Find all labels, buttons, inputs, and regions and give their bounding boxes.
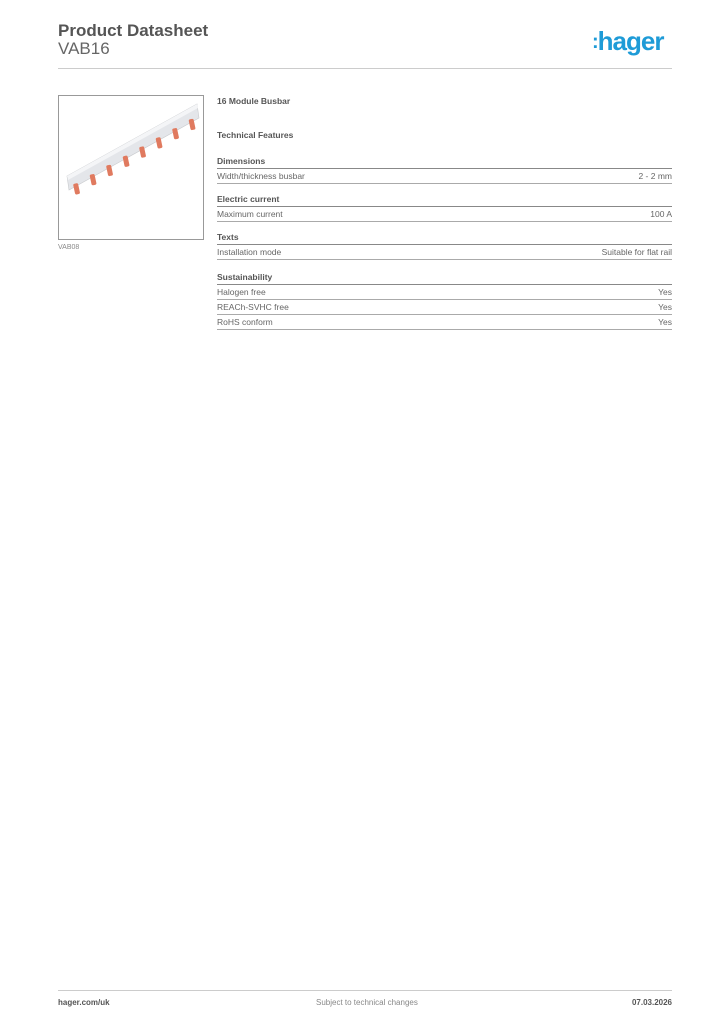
features-sections: [217, 154, 672, 330]
spec-value: Yes: [658, 302, 672, 312]
section-title: Dimensions: [217, 154, 672, 169]
spec-row: [217, 285, 672, 300]
spec-label: Halogen free: [217, 287, 266, 297]
spec-row: [217, 207, 672, 222]
hager-logo: :hager: [592, 26, 664, 56]
header-divider: [58, 68, 672, 69]
spec-value: Suitable for flat rail: [601, 247, 672, 257]
spec-label: Maximum current: [217, 209, 283, 219]
spec-value: Yes: [658, 287, 672, 297]
spec-value: 2 - 2 mm: [638, 171, 672, 181]
spec-label: Installation mode: [217, 247, 282, 257]
spec-row: [217, 315, 672, 330]
spec-label: REACh-SVHC free: [217, 302, 289, 312]
footer-website[interactable]: hager.com/uk: [58, 998, 110, 1007]
product-name: 16 Module Busbar: [217, 96, 291, 106]
page-title: Product Datasheet: [58, 21, 209, 40]
section-title: Electric current: [217, 192, 672, 207]
product-code: VAB16: [58, 39, 110, 58]
features-title: Technical Features: [217, 130, 294, 140]
spec-label: RoHS conform: [217, 317, 273, 327]
spec-label: Width/thickness busbar: [217, 171, 305, 181]
section-texts: [217, 230, 672, 260]
footer-date: 07.03.2026: [631, 998, 672, 1007]
image-caption: VAB08: [58, 244, 80, 251]
section-electric-current: [217, 192, 672, 222]
spec-value: 100 A: [650, 209, 672, 219]
footer-divider: [58, 990, 672, 991]
footer-note: Subject to technical changes: [316, 998, 418, 1007]
spec-row: [217, 245, 672, 260]
section-title: Texts: [217, 230, 672, 245]
spec-value: Yes: [658, 317, 672, 327]
spec-row: [217, 169, 672, 184]
section-sustainability: [217, 270, 672, 330]
product-image: [58, 95, 204, 240]
section-dimensions: [217, 154, 672, 184]
section-title: Sustainability: [217, 270, 672, 285]
spec-row: [217, 300, 672, 315]
